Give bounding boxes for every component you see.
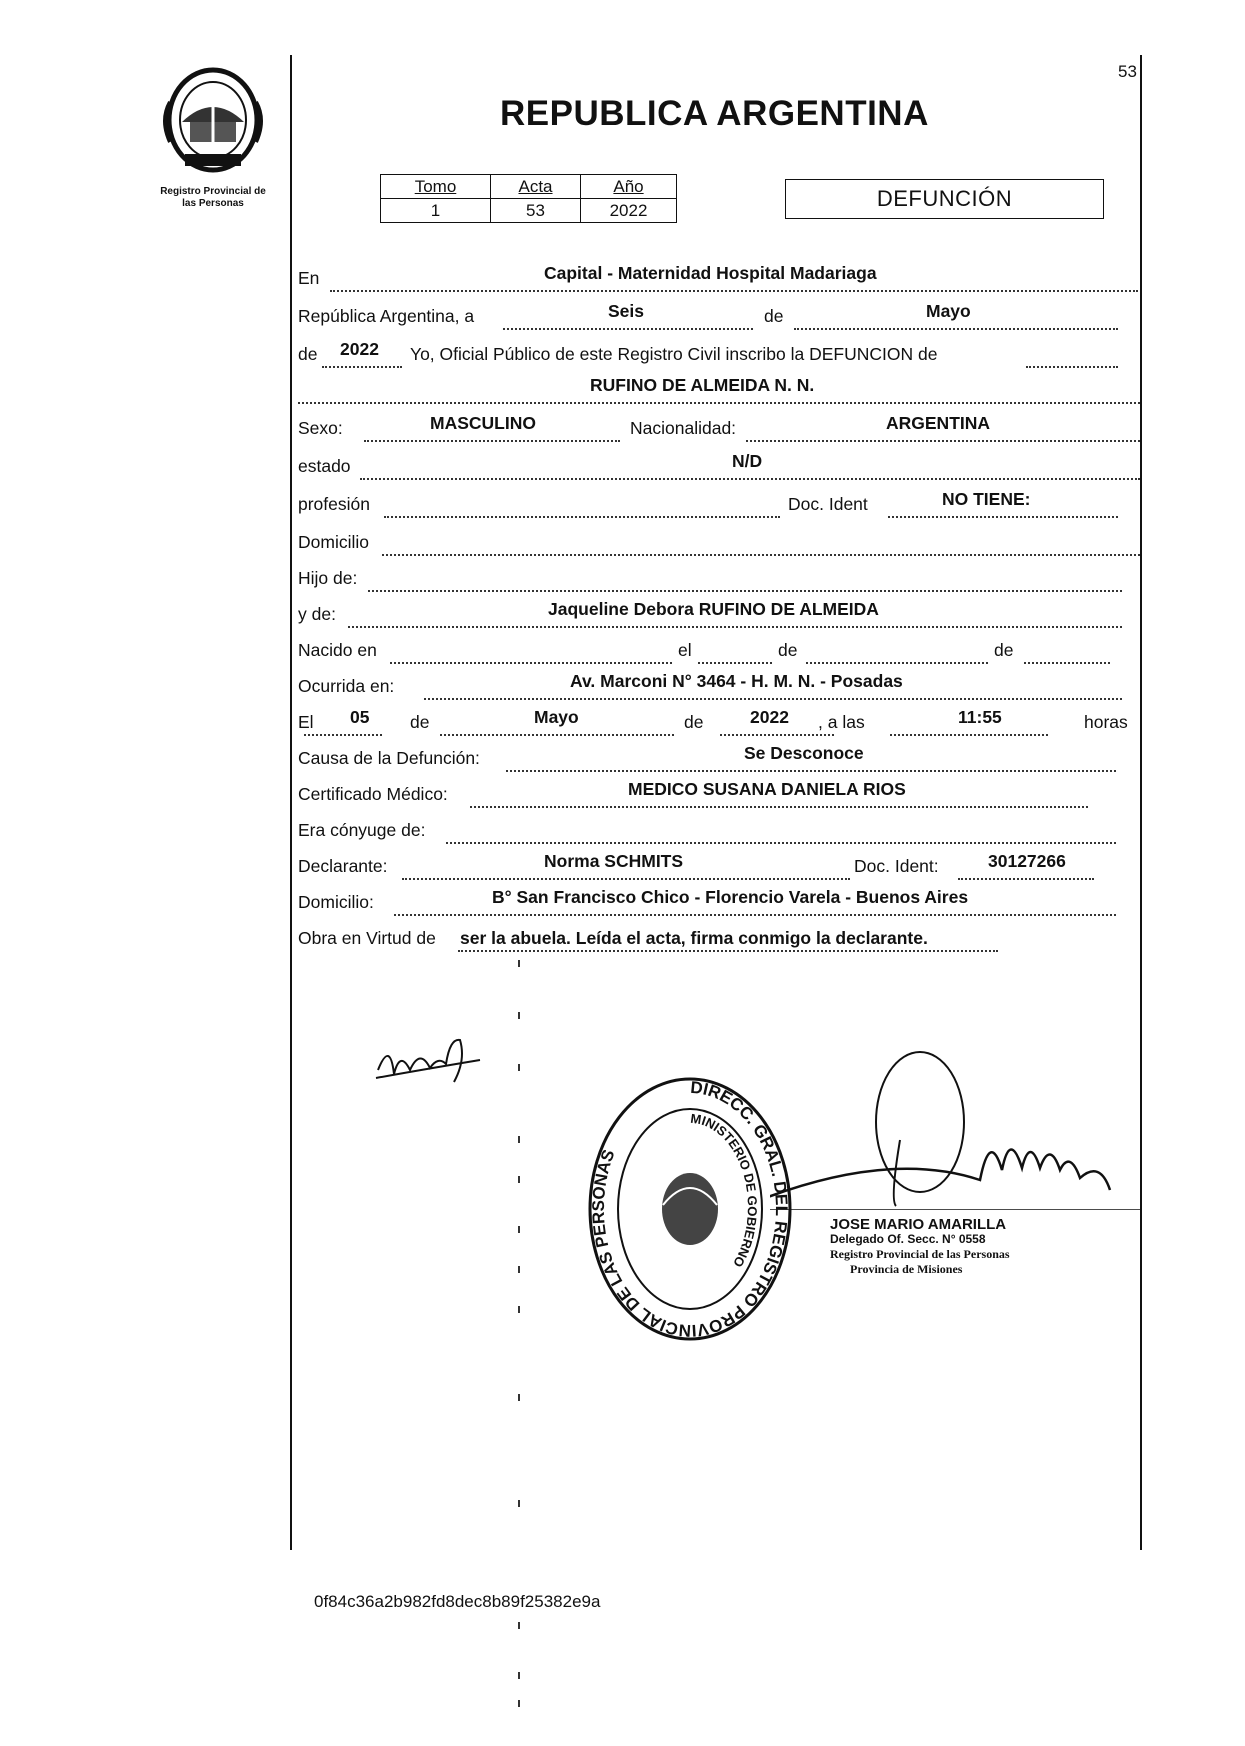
death-day: 05: [350, 707, 370, 727]
row-death-date: [298, 708, 1144, 736]
nacido-place-fill: [390, 636, 672, 664]
certificado-label: Certificado Médico:: [298, 784, 448, 804]
nacido-day-fill: [698, 636, 772, 664]
nacido-el-label: el: [678, 640, 692, 660]
death-de1-label: de: [410, 712, 430, 732]
death-de2-label: de: [684, 712, 704, 732]
oficial-fill: [1026, 340, 1118, 368]
row-republica: [298, 302, 1118, 330]
row-profesion: [298, 490, 1118, 518]
year-value: 2022: [340, 339, 379, 359]
fold-mark: [518, 960, 520, 967]
place-value: Capital - Maternidad Hospital Madariaga: [544, 263, 877, 283]
official-title: Delegado Of. Secc. N° 0558: [830, 1232, 986, 1246]
nacido-label: Nacido en: [298, 640, 377, 660]
row-mother: [298, 600, 1122, 628]
official-stamp: [830, 1217, 1110, 1277]
fold-mark: [518, 1500, 520, 1507]
fold-mark: [518, 1622, 520, 1629]
hijo-fill: [368, 564, 1122, 592]
row-causa: [298, 744, 1116, 772]
republica-label: República Argentina, a: [298, 306, 475, 326]
month-value: Mayo: [926, 301, 971, 321]
seal-ring-text: DIRECC. GRAL. DEL REGISTRO PROVINCIAL DE LAS PERSONAS: [588, 1077, 791, 1341]
seal-inner-text: MINISTERIO DE GOBIERNO: [689, 1110, 761, 1270]
nacido-de2-label: de: [994, 640, 1014, 660]
page-title: REPUBLICA ARGENTINA: [500, 94, 929, 133]
profesion-label: profesión: [298, 494, 370, 514]
nacionalidad-label: Nacionalidad:: [630, 418, 737, 438]
official-seal: [585, 1075, 795, 1345]
row-en: [298, 264, 1138, 292]
declarante-doc-label: Doc. Ident:: [854, 856, 939, 876]
logo-caption-line2: las Personas: [182, 198, 244, 209]
death-day-fill: [304, 708, 382, 736]
yde-label: y de:: [298, 604, 336, 624]
alas-label: , a las: [818, 712, 865, 732]
fold-mark: [518, 1266, 520, 1273]
anio-header: Año: [581, 175, 677, 199]
fold-mark: [518, 1700, 520, 1707]
tomo-value: 1: [381, 199, 491, 223]
conyuge-fill: [446, 816, 1116, 844]
declarant-signature: [370, 1030, 490, 1095]
record-reference-table: [380, 174, 677, 223]
row-conyuge: [298, 816, 1116, 844]
anio-value: 2022: [581, 199, 677, 223]
death-month: Mayo: [534, 707, 579, 727]
fold-mark: [518, 1136, 520, 1143]
document-type-box: DEFUNCIÓN: [785, 179, 1104, 219]
causa-value: Se Desconoce: [744, 743, 864, 763]
domicilio2-value: B° San Francisco Chico - Florencio Varela - Buenos Aires: [492, 887, 969, 907]
row-hijo: [298, 564, 1122, 592]
row-nacido: [298, 636, 1110, 664]
fold-mark: [518, 1394, 520, 1401]
row-domicilio: [298, 528, 1140, 556]
official-name: JOSE MARIO AMARILLA: [830, 1216, 1007, 1233]
declarante-label: Declarante:: [298, 856, 388, 876]
domicilio-fill: [382, 528, 1140, 556]
row-obra: [298, 924, 998, 952]
doc-ident-label: Doc. Ident: [788, 494, 868, 514]
death-year: 2022: [750, 707, 789, 727]
fold-mark: [518, 1176, 520, 1183]
sexo-value: MASCULINO: [430, 413, 536, 433]
tomo-header: Tomo: [381, 175, 491, 199]
fold-mark: [518, 1672, 520, 1679]
fold-mark: [518, 1226, 520, 1233]
nacido-year-fill: [1024, 636, 1110, 664]
document-hash: 0f84c36a2b982fd8dec8b89f25382e9a: [314, 1592, 601, 1611]
official-registry: Registro Provincial de las Personas: [830, 1247, 1010, 1261]
profesion-fill: [384, 490, 780, 518]
deceased-name: RUFINO DE ALMEIDA N. N.: [590, 375, 815, 395]
estado-label: estado: [298, 456, 351, 476]
de-label: de: [764, 306, 784, 326]
causa-label: Causa de la Defunción:: [298, 748, 480, 768]
obra-label: Obra en Virtud de: [298, 928, 436, 948]
doc-ident-value: NO TIENE:: [942, 489, 1031, 509]
fold-mark: [518, 1306, 520, 1313]
provincial-coat-of-arms-logo: [160, 62, 266, 180]
row-year: [298, 340, 1118, 368]
death-time: 11:55: [958, 707, 1002, 727]
declarante-value: Norma SCHMITS: [544, 851, 684, 871]
horas-label: horas: [1084, 712, 1128, 732]
declarante-doc-value: 30127266: [988, 851, 1066, 871]
acta-value: 53: [491, 199, 581, 223]
estado-value: N/D: [732, 451, 763, 471]
ocurrida-label: Ocurrida en:: [298, 676, 395, 696]
mother-value: Jaqueline Debora RUFINO DE ALMEIDA: [548, 599, 879, 619]
row-ocurrida: [298, 672, 1122, 700]
year-prefix-label: de: [298, 344, 318, 364]
fold-mark: [518, 1064, 520, 1071]
certificado-value: MEDICO SUSANA DANIELA RIOS: [628, 779, 906, 799]
left-margin-line: [290, 55, 292, 1550]
row-domicilio-declarante: [298, 888, 1116, 916]
logo-caption: [128, 186, 298, 210]
en-label: En: [298, 268, 320, 288]
nacido-month-fill: [806, 636, 988, 664]
day-value: Seis: [608, 301, 644, 321]
logo-caption-line1: Registro Provincial de: [160, 186, 266, 197]
oficial-text: Yo, Oficial Público de este Registro Civil inscribo la DEFUNCION de: [410, 344, 938, 364]
fold-mark: [518, 1012, 520, 1019]
conyuge-label: Era cónyuge de:: [298, 820, 426, 840]
row-declarante: [298, 852, 1094, 880]
ocurrida-value: Av. Marconi N° 3464 - H. M. N. - Posadas: [570, 671, 903, 691]
row-certificado: [298, 780, 1088, 808]
sexo-label: Sexo:: [298, 418, 343, 438]
obra-value: ser la abuela. Leída el acta, firma conmigo la declarante.: [460, 928, 928, 948]
official-signature: [770, 1050, 1145, 1210]
nacido-de1-label: de: [778, 640, 798, 660]
hijo-label: Hijo de:: [298, 568, 358, 588]
page-number: 53: [1118, 62, 1137, 81]
nacionalidad-value: ARGENTINA: [886, 413, 991, 433]
acta-header: Acta: [491, 175, 581, 199]
row-sexo: [298, 414, 1140, 442]
domicilio-label: Domicilio: [298, 532, 369, 552]
official-province: Provincia de Misiones: [850, 1262, 963, 1276]
row-deceased: [298, 376, 1140, 404]
right-margin-line: [1140, 55, 1142, 1550]
domicilio2-label: Domicilio:: [298, 892, 374, 912]
el2-label: El: [298, 712, 314, 732]
row-estado: [298, 452, 1140, 480]
